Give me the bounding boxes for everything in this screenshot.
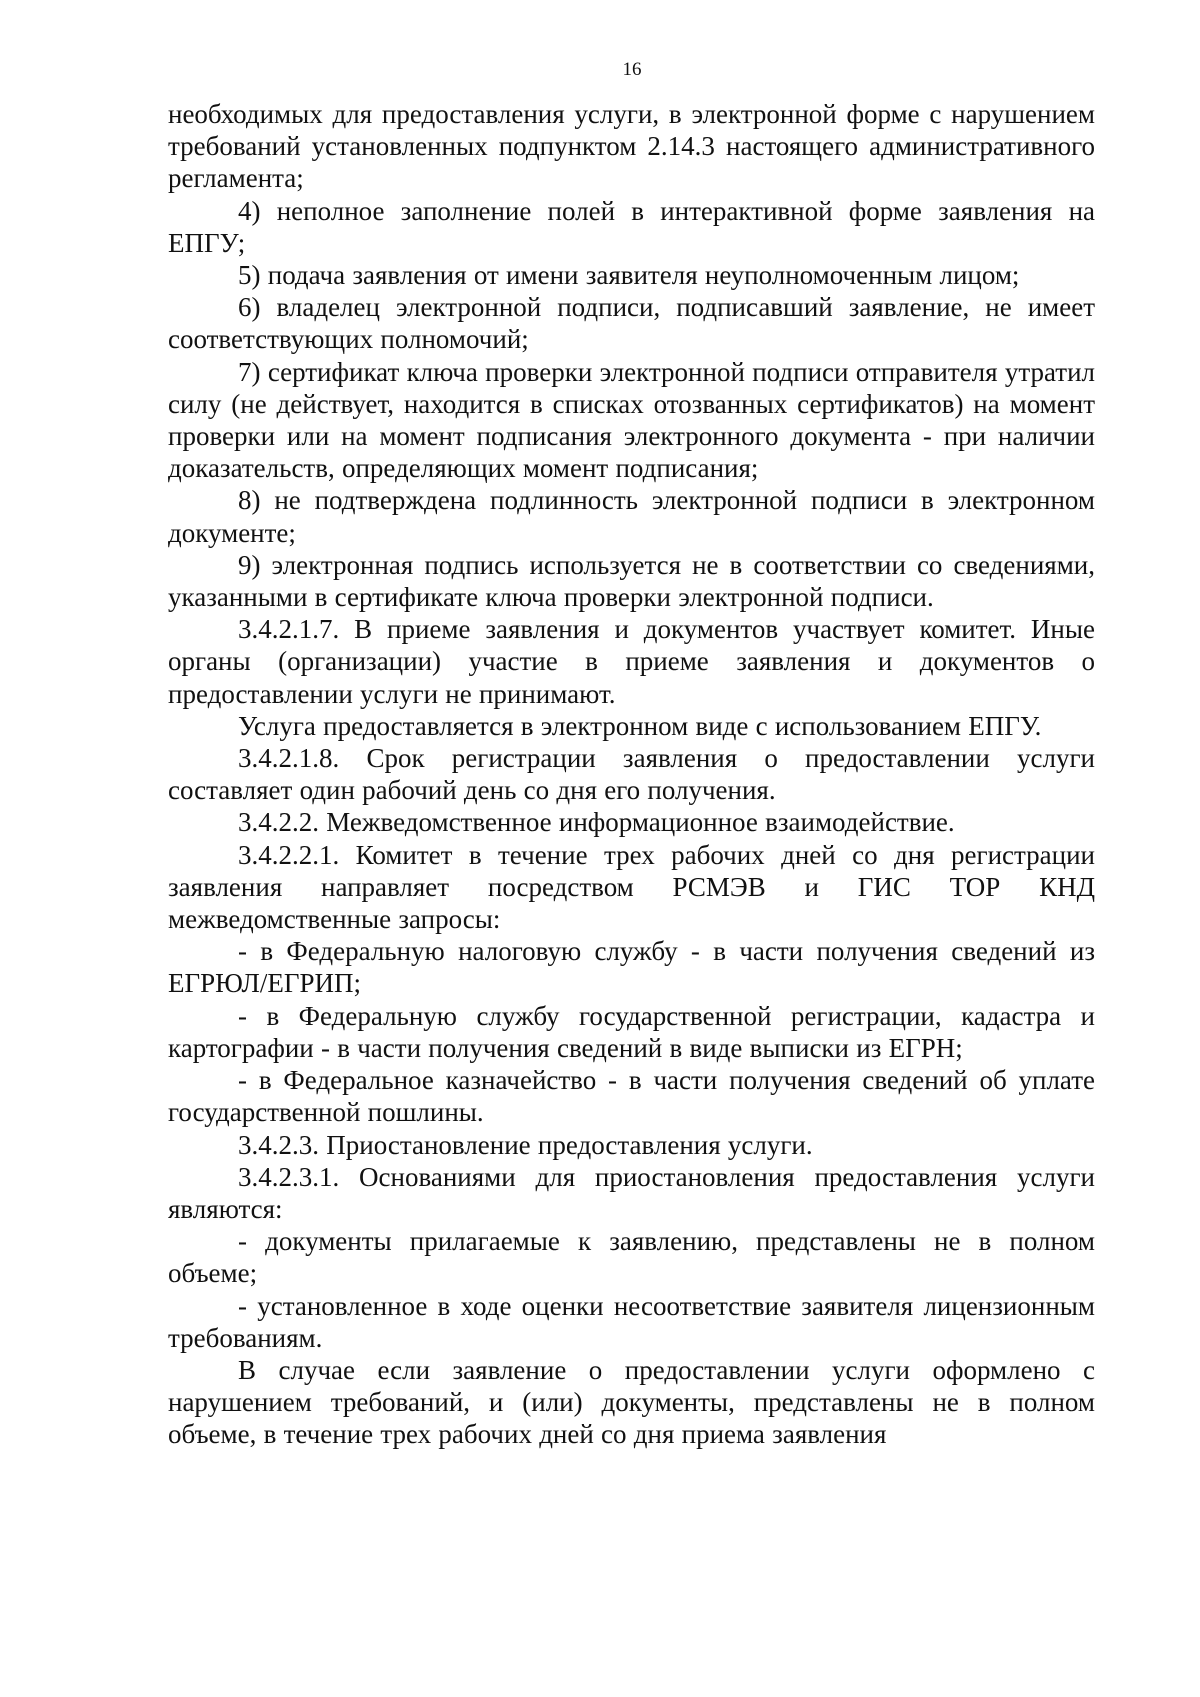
paragraph-request-registry-service: - в Федеральную службу государственной регистрации, кадастра и картографии - в части получения сведений в виде выписки из ЕГРН; — [168, 1000, 1095, 1063]
paragraph-item-5: 5) подача заявления от имени заявителя неуполномоченным лицом; — [238, 260, 1020, 291]
document-body — [168, 98, 1095, 1451]
paragraph-3-4-2-3-1: 3.4.2.3.1. Основаниями для приостановления предоставления услуги являются: — [168, 1161, 1095, 1224]
paragraph-item-4: 4) неполное заполнение полей в интерактивной форме заявления на ЕПГУ; — [168, 195, 1095, 258]
paragraph-3-4-2-2: 3.4.2.2. Межведомственное информационное взаимодействие. — [238, 807, 955, 838]
paragraph-item-8: 8) не подтверждена подлинность электронной подписи в электронном документе; — [168, 485, 1095, 548]
page-number: 16 — [622, 59, 642, 80]
paragraph-request-treasury: - в Федеральное казначейство - в части получения сведений об уплате государственной пошлины. — [168, 1065, 1095, 1128]
paragraph-service-electronic: Услуга предоставляется в электронном виде с использованием ЕПГУ. — [238, 710, 1042, 741]
paragraph-item-7: 7) сертификат ключа проверки электронной подписи отправителя утратил силу (не действует, находится в списках отозванных сертификатов) на момент проверки или на момент подписания электронного документа - при наличии доказательств, определяющих момент подписания; — [168, 356, 1095, 484]
paragraph-3-4-2-1-7: 3.4.2.1.7. В приеме заявления и документов участвует комитет. Иные органы (организации) участие в приеме заявления и документов о предоставлении услуги не принимают. — [168, 614, 1095, 709]
paragraph-3-4-2-3: 3.4.2.3. Приостановление предоставления услуги. — [238, 1129, 813, 1160]
paragraph-item-9: 9) электронная подпись используется не в соответствии со сведениями, указанными в сертификате ключа проверки электронной подписи. — [168, 549, 1095, 613]
paragraph-item-6: 6) владелец электронной подписи, подписавший заявление, не имеет соответствующих полномочий; — [168, 292, 1095, 355]
paragraph-reason-noncompliance: - установленное в ходе оценки несоответствие заявителя лицензионным требованиям. — [168, 1290, 1095, 1353]
paragraph-reason-incomplete-docs: - документы прилагаемые к заявлению, представлены не в полном объеме; — [168, 1226, 1095, 1289]
paragraph-continuation: необходимых для предоставления услуги, в электронной форме с нарушением требований установленных подпунктом 2.14.3 настоящего административного регламента; — [168, 99, 1095, 194]
paragraph-request-tax-service: - в Федеральную налоговую службу - в части получения сведений из ЕГРЮЛ/ЕГРИП; — [168, 936, 1095, 999]
paragraph-case-violation: В случае если заявление о предоставлении услуги оформлено с нарушением требований, и (или) документы, представлены не в полном объеме, в течение трех рабочих дней со дня приема заявления — [168, 1354, 1095, 1450]
paragraph-3-4-2-1-8: 3.4.2.1.8. Срок регистрации заявления о предоставлении услуги составляет один рабочий день со дня его получения. — [168, 743, 1095, 806]
paragraph-3-4-2-2-1: 3.4.2.2.1. Комитет в течение трех рабочих дней со дня регистрации заявления направляет посредством РСМЭВ и ГИС ТОР КНД межведомственные запросы: — [168, 839, 1095, 935]
